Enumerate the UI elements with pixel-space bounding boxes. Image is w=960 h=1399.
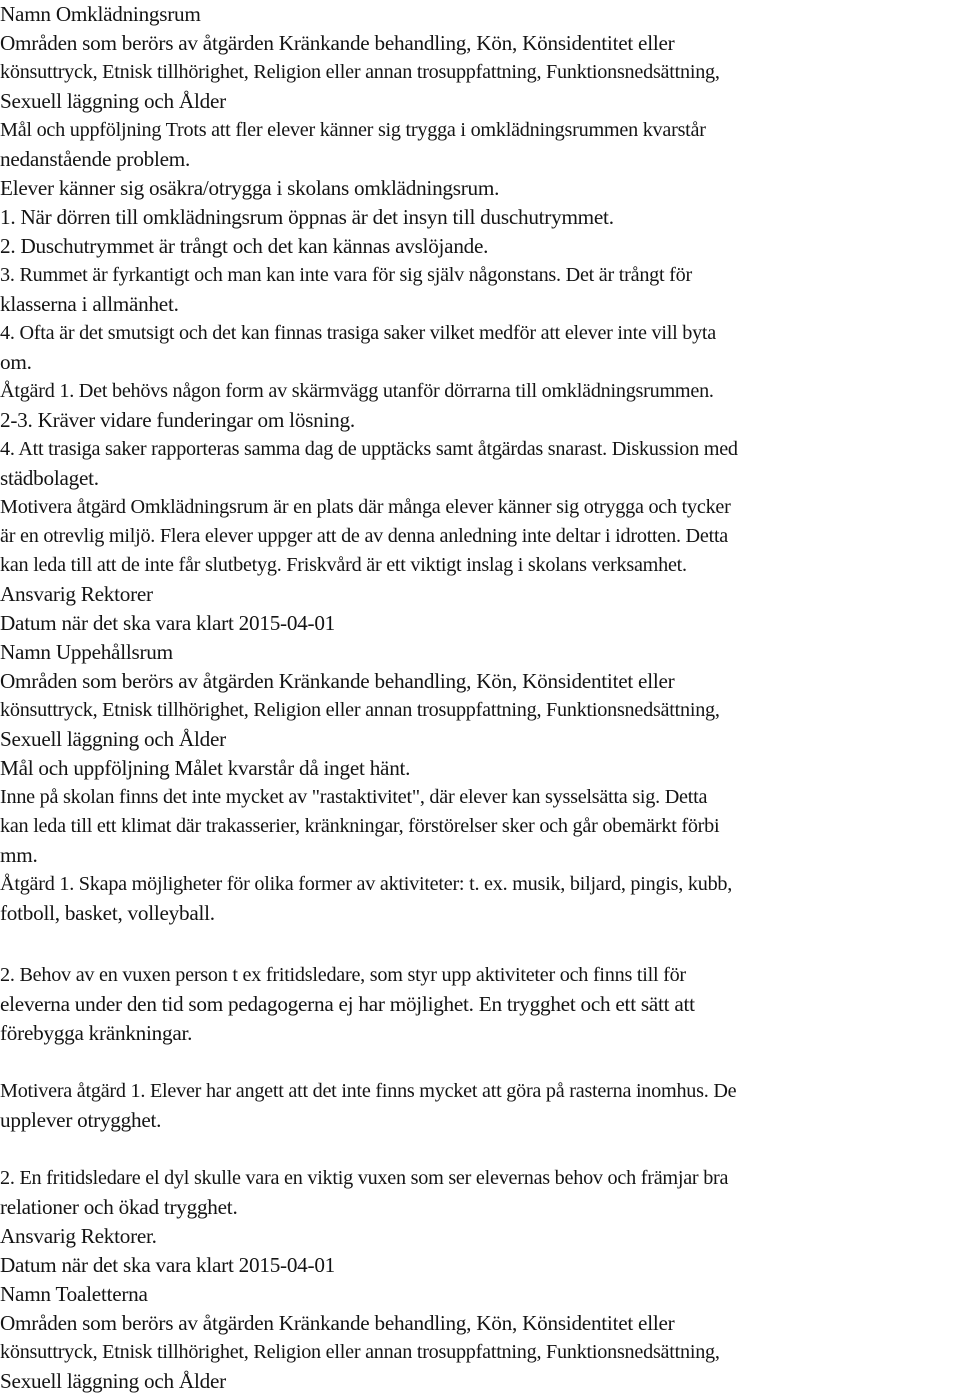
action-line: eleverna under den tid som pedagogerna ej har möjlighet. En trygghet och ett sätt att bbox=[0, 992, 695, 1016]
action-line: förebygga kränkningar. bbox=[0, 1021, 193, 1045]
areas-line: Områden som berörs av åtgärden Kränkande behandling, Kön, Könsidentitet eller bbox=[0, 31, 675, 55]
section-title-uppehallsrum: Namn Uppehållsrum bbox=[0, 640, 173, 664]
areas-line: Områden som berörs av åtgärden Kränkande behandling, Kön, Könsidentitet eller bbox=[0, 1311, 675, 1335]
action-line: städbolaget. bbox=[0, 466, 99, 490]
areas-line: könsuttryck, Etnisk tillhörighet, Religion eller annan trosuppfattning, Funktionsnedsättning, bbox=[0, 1341, 720, 1363]
problem-item: 3. Rummet är fyrkantigt och man kan inte vara för sig själv någonstans. Det är trångt för bbox=[0, 264, 692, 286]
action-line: 2-3. Kräver vidare funderingar om lösning. bbox=[0, 408, 355, 432]
goal-line: nedanstående problem. bbox=[0, 147, 191, 171]
date-line: Datum när det ska vara klart 2015-04-01 bbox=[0, 611, 336, 635]
areas-line: Sexuell läggning och Ålder bbox=[0, 1369, 226, 1393]
motivation-line: upplever otrygghet. bbox=[0, 1108, 162, 1132]
motivation-line: 2. En fritidsledare el dyl skulle vara en viktig vuxen som ser elevernas behov och främjar bra bbox=[0, 1167, 729, 1189]
section-title-omkladningsrum: Namn Omklädningsrum bbox=[0, 2, 201, 26]
areas-line: Sexuell läggning och Ålder bbox=[0, 727, 226, 751]
action-line: 4. Att trasiga saker rapporteras samma dag de upptäcks samt åtgärdas snarast. Diskussion med bbox=[0, 438, 738, 460]
motivation-line: relationer och ökad trygghet. bbox=[0, 1195, 238, 1219]
responsible-line: Ansvarig Rektorer bbox=[0, 582, 153, 606]
problem-item: 1. När dörren till omklädningsrum öppnas är det insyn till duschutrymmet. bbox=[0, 205, 614, 229]
problem-item: 2. Duschutrymmet är trångt och det kan kännas avslöjande. bbox=[0, 234, 489, 258]
description-line: Inne på skolan finns det inte mycket av "rastaktivitet", där elever kan sysselsätta sig. Detta bbox=[0, 786, 708, 808]
description-line: kan leda till ett klimat där trakasserier, kränkningar, förstörelser sker och går obemärkt förbi bbox=[0, 815, 720, 837]
action-line: 2. Behov av en vuxen person t ex fritidsledare, som styr upp aktiviteter och finns till för bbox=[0, 964, 686, 986]
motivation-line: kan leda till att de inte får slutbetyg. Friskvård är ett viktigt inslag i skolans verksamhet. bbox=[0, 554, 687, 576]
action-line: Åtgärd 1. Det behövs någon form av skärmvägg utanför dörrarna till omklädningsrummen. bbox=[0, 380, 714, 402]
motivation-line: är en otrevlig miljö. Flera elever uppger att de av denna anledning inte deltar i idrotten. Detta bbox=[0, 525, 729, 547]
areas-line: könsuttryck, Etnisk tillhörighet, Religion eller annan trosuppfattning, Funktionsnedsättning, bbox=[0, 699, 720, 721]
goal-line: Mål och uppföljning Trots att fler elever känner sig trygga i omklädningsrummen kvarstår bbox=[0, 119, 706, 141]
action-line: fotboll, basket, volleyball. bbox=[0, 901, 215, 925]
section-title-toaletterna: Namn Toaletterna bbox=[0, 1282, 148, 1306]
motivation-line: Motivera åtgärd 1. Elever har angett att det inte finns mycket att göra på rasterna inomhus. De bbox=[0, 1080, 737, 1102]
description-line: mm. bbox=[0, 843, 38, 867]
responsible-line: Ansvarig Rektorer. bbox=[0, 1224, 157, 1248]
areas-line: Sexuell läggning och Ålder bbox=[0, 89, 226, 113]
problem-item: om. bbox=[0, 350, 32, 374]
date-line: Datum när det ska vara klart 2015-04-01 bbox=[0, 1253, 336, 1277]
goal-line: Mål och uppföljning Målet kvarstår då inget hänt. bbox=[0, 756, 411, 780]
motivation-line: Motivera åtgärd Omklädningsrum är en plats där många elever känner sig otrygga och tycker bbox=[0, 496, 731, 518]
areas-line: Områden som berörs av åtgärden Kränkande behandling, Kön, Könsidentitet eller bbox=[0, 669, 675, 693]
areas-line: könsuttryck, Etnisk tillhörighet, Religion eller annan trosuppfattning, Funktionsnedsättning, bbox=[0, 61, 720, 83]
problem-item: klasserna i allmänhet. bbox=[0, 292, 179, 316]
problem-item: 4. Ofta är det smutsigt och det kan finnas trasiga saker vilket medför att elever inte vill byta bbox=[0, 322, 716, 344]
action-line: Åtgärd 1. Skapa möjligheter för olika former av aktiviteter: t. ex. musik, biljard, pingis, kubb, bbox=[0, 873, 733, 895]
problem-intro: Elever känner sig osäkra/otrygga i skolans omklädningsrum. bbox=[0, 176, 500, 200]
